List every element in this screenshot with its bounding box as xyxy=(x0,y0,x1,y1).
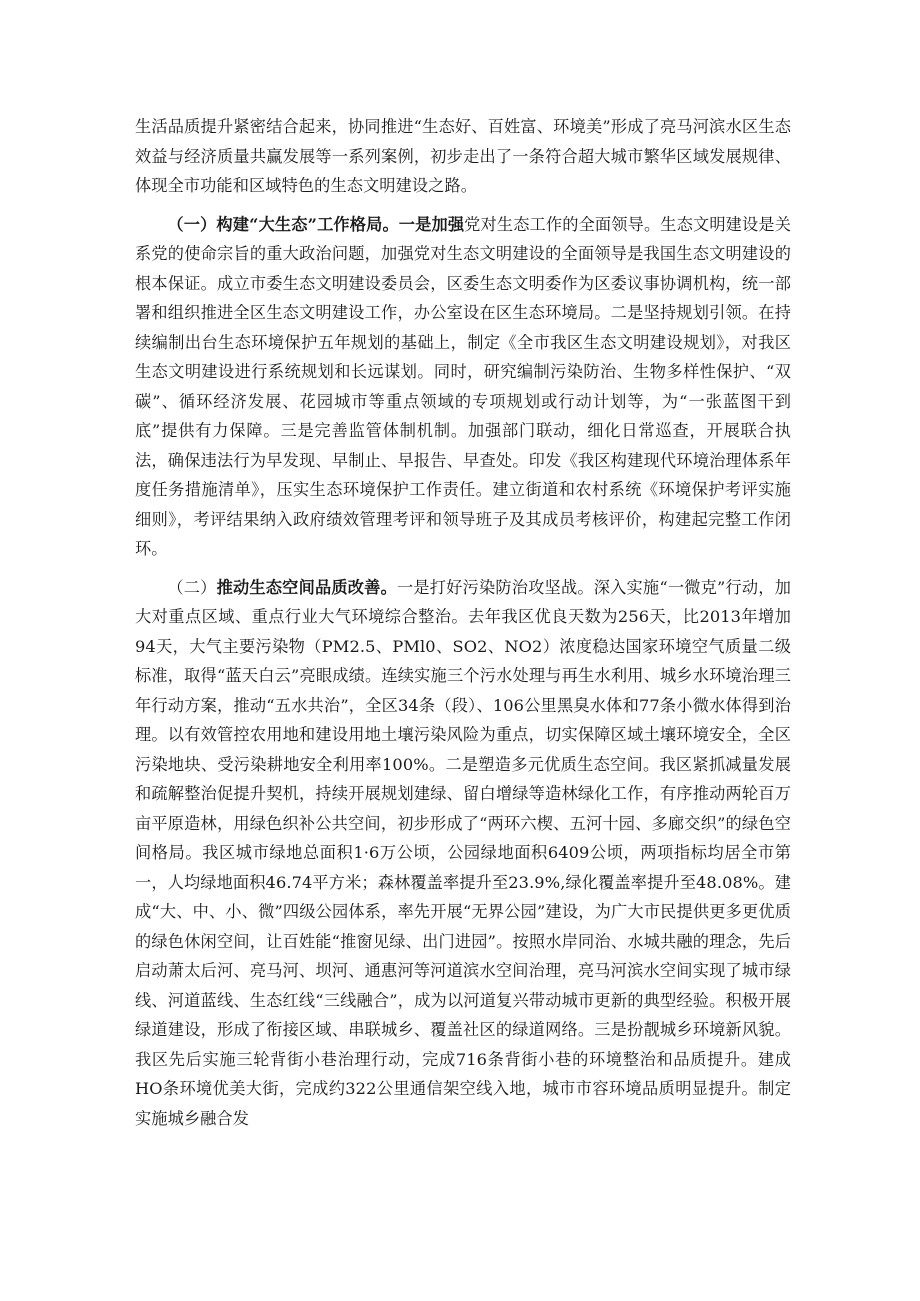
section-2-prefix: （二） xyxy=(167,577,217,597)
paragraph-intro xyxy=(135,112,791,201)
section-1-body: 党对生态工作的全面领导。生态文明建设是关系党的使命宗旨的重大政治问题，加强党对生态文明建设的全面领导是我国生态文明建设的根本保证。成立市委生态文明建设委员会，区委生态文明委作为区委议事协调机构，统一部署和组织推进全区生态文明建设工作，办公室设在区生态环境局。二是坚持规划引领。在持续编制出台生态环境保护五年规划的基础上，制定《全市我区生态文明建设规划》，对我区生态文明建设进行系统规划和长远谋划。同时，研究编制污染防治、生物多样性保护、“双碳”、循环经济发展、花园城市等重点领域的专项规划或行动计划等，为“一张蓝图干到底”提供有力保障。三是完善监管体制机制。加强部门联动，细化日常巡查，开展联合执法，确保违法行为早发现、早制止、早报告、早查处。印发《我区构建现代环境治理体系年度任务措施清单》，压实生态环境保护工作责任。建立街道和农村系统《环境保护考评实施细则》，考评结果纳入政府绩效管理考评和领导班子及其成员考核评价，构建起完整工作闭环。 xyxy=(135,214,791,558)
section-2-heading: 推动生态空间品质改善。 xyxy=(216,577,397,597)
paragraph-section-2 xyxy=(135,573,791,1134)
section-2-body: 一是打好污染防治攻坚战。深入实施“一微克”行动，加大对重点区域、重点行业大气环境综合整治。去年我区优良天数为256天，比2013年增加94天，大气主要污染物（PM2.5、PMl0、SO2、NO2）浓度稳达国家环境空气质量二级标准，取得“蓝天白云”亮眼成绩。连续实施三个污水处理与再生水利用、城乡水环境治理三年行动方案，推动“五水共治”，全区34条（段）、106公里黑臭水体和77条小微水体得到治理。以有效管控农用地和建设用地土壤污染风险为重点，切实保障区域土壤环境安全，全区污染地块、受污染耕地安全利用率100%。二是塑造多元优质生态空间。我区紧抓减量发展和疏解整治促提升契机，持续开展规划建绿、留白增绿等造林绿化工作，有序推动两轮百万亩平原造林，用绿色织补公共空间，初步形成了“两环六楔、五河十园、多廊交织”的绿色空间格局。我区城市绿地总面积1·6万公顷，公园绿地面积6409公顷，两项指标均居全市第一，人均绿地面积46.74平方米；森林覆盖率提升至23.9%,绿化覆盖率提升至48.08%。建成“大、中、小、微”四级公园体系，率先开展“无界公园”建设，为广大市民提供更多更优质的绿色休闲空间，让百姓能“推窗见绿、出门进园”。按照水岸同治、水城共融的理念，先后启动萧太后河、亮马河、坝河、通惠河等河道滨水空间治理，亮马河滨水空间实现了城市绿线、河道蓝线、生态红线“三线融合”，成为以河道复兴带动城市更新的典型经验。积极开展绿道建设，形成了衔接区域、串联城乡、覆盖社区的绿道网络。三是扮靓城乡环境新风貌。我区先后实施三轮背街小巷治理行动，完成716条背街小巷的环境整治和品质提升。建成HO条环境优美大街，完成约322公里通信架空线入地，城市市容环境品质明显提升。制定实施城乡融合发 xyxy=(135,577,791,1128)
document-page xyxy=(135,112,791,1142)
paragraph-intro-text: 生活品质提升紧密结合起来，协同推进“生态好、百姓富、环境美”形成了亮马河滨水区生态效益与经济质量共赢发展等一系列案例，初步走出了一条符合超大城市繁华区域发展规律、体现全市功能和区域特色的生态文明建设之路。 xyxy=(135,117,791,195)
section-1-heading: （一）构建“大生态”工作格局。一是加强 xyxy=(167,214,465,234)
paragraph-section-1 xyxy=(135,210,791,564)
